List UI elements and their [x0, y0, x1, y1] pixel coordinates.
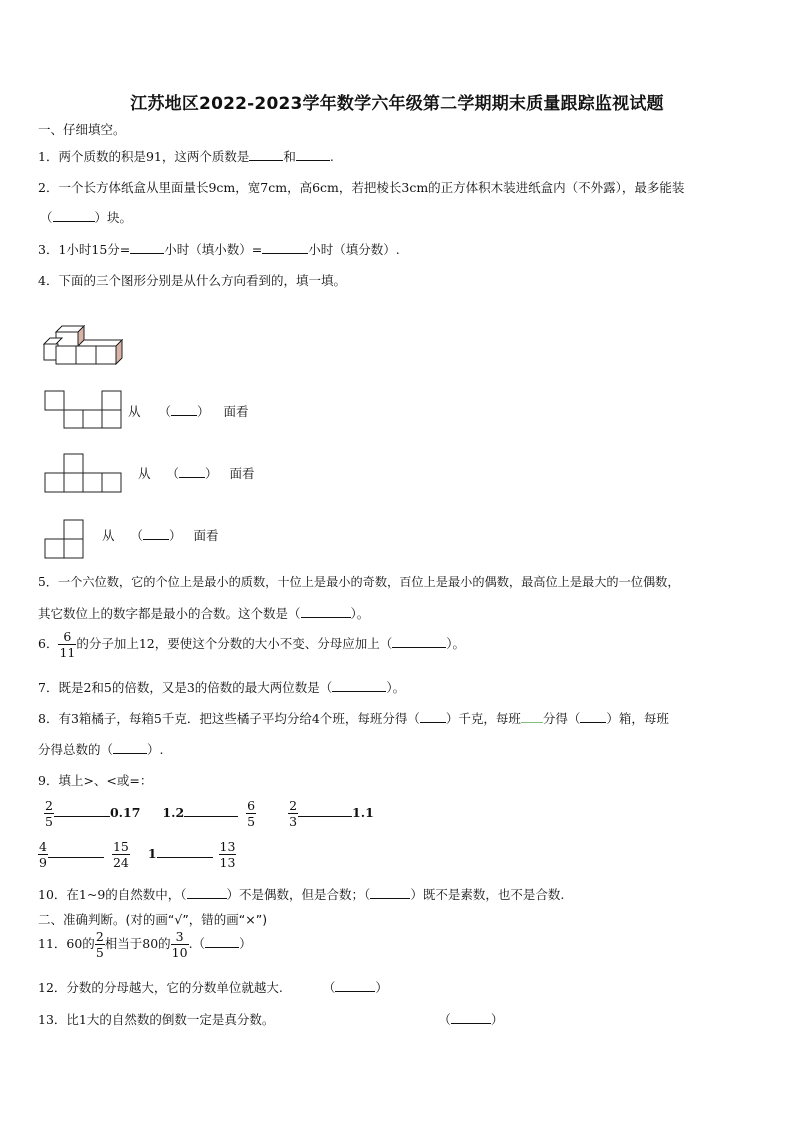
q9-r1c-blank[interactable] — [298, 804, 352, 817]
view-2-label: 从 （ ） 面看 — [138, 466, 255, 481]
q3-part-a: 3．1小时15分= — [38, 242, 131, 257]
cube-solid-figure — [42, 322, 126, 366]
q9-r1a-fraction: $\frac{2}{5}$ — [45, 798, 53, 830]
view-1-blank[interactable] — [171, 403, 197, 416]
question-6: 6． $\frac{6}{11}$ 的分子加上12，要使这个分数的大小不变、分母应加上（ ）。 — [38, 629, 466, 661]
q11-answer-blank[interactable] — [205, 935, 239, 948]
q6-fraction: $\frac{6}{11}$ — [59, 629, 76, 661]
q6-answer-blank[interactable] — [392, 635, 446, 648]
question-5-line2: 其它数位上的数字都是最小的合数。这个数是（ ）。 — [38, 606, 370, 621]
view-2-figure — [44, 453, 124, 495]
q9-r1c-fraction: $\frac{2}{3}$ — [289, 798, 298, 830]
q9-r1b-blank[interactable] — [184, 804, 238, 817]
section-heading-judge: 二、准确判断。(对的画“√”，错的画“×”) — [38, 912, 268, 927]
q9-r2c-blank[interactable] — [157, 845, 213, 858]
q3-part-c: 小时（填分数）. — [308, 242, 400, 257]
question-2-line2 — [40, 208, 132, 226]
q1-end: . — [329, 149, 334, 164]
q10-blank-2[interactable] — [370, 886, 410, 899]
q13-answer-blank[interactable] — [451, 1011, 491, 1024]
section-heading-fill-in: 一、仔细填空。 — [38, 122, 126, 137]
q9-r2a-blank[interactable] — [48, 845, 104, 858]
q7-answer-blank[interactable] — [332, 679, 386, 692]
q1-blank-1[interactable] — [249, 148, 283, 161]
q2-answer-blank[interactable] — [53, 209, 95, 222]
q3-blank-decimal[interactable] — [130, 241, 164, 254]
q8-blank-kg[interactable] — [420, 710, 446, 723]
q11-fraction-1: $\frac{2}{5}$ — [95, 929, 104, 961]
question-9: 9．填上>、<或=： — [38, 773, 153, 788]
question-13: 13．比1大的自然数的倒数一定是真分数。 （ ） — [38, 1012, 504, 1027]
q9-r2a-fraction: $\frac{4}{9}$ — [39, 839, 47, 871]
view-3-blank[interactable] — [143, 527, 169, 540]
q8-blank-greenline — [521, 710, 543, 723]
view-1-figure — [44, 390, 124, 430]
question-3 — [38, 240, 400, 258]
q1-text: 1．两个质数的积是91，这两个质数是 — [38, 149, 250, 164]
question-1 — [38, 147, 334, 165]
view-3-label: 从 （ ） 面看 — [102, 528, 219, 543]
q1-mid: 和 — [283, 149, 296, 164]
q9-r1b-fraction: $\frac{6}{5}$ — [247, 798, 256, 830]
q5-answer-blank[interactable] — [301, 605, 351, 618]
question-10: 10．在1~9的自然数中，（ ）不是偶数，但是合数；（ ）既不是素数，也不是合数. — [38, 887, 565, 902]
view-2-blank[interactable] — [179, 465, 205, 478]
q9-row-2: $\frac{4}{9}$ $\frac{15}{24}$ 1 $\frac{13}{13}$ — [39, 839, 236, 871]
question-7: 7．既是2和5的倍数，又是3的倍数的最大两位数是（ ）。 — [38, 680, 406, 695]
q1-blank-2[interactable] — [296, 148, 330, 161]
question-11: 11．60的 $\frac{2}{5}$ 相当于80的 $\frac{3}{10}$ .（ ） — [38, 929, 252, 961]
q3-part-b: 小时（填小数）= — [164, 242, 263, 257]
question-8-line2: 分得总数的（ ）. — [38, 742, 164, 757]
q12-answer-blank[interactable] — [335, 979, 375, 992]
q9-r2b-fraction: $\frac{15}{24}$ — [112, 839, 129, 871]
q8-blank-fraction[interactable] — [113, 741, 147, 754]
question-2-line1: 2．一个长方体纸盒从里面量长9cm，宽7cm，高6cm，若把棱长3cm的正方体积木装进纸盒内（不外露），最多能装 — [38, 180, 685, 195]
q8-blank-boxes[interactable] — [580, 710, 606, 723]
q9-row-1: $\frac{2}{5}$ 0.17 1.2 $\frac{6}{5}$ $\frac{2}{3}$ 1.1 — [45, 798, 374, 830]
view-3-figure — [44, 519, 86, 561]
question-8-line1: 8．有3箱橘子，每箱5千克．把这些橘子平均分给4个班，每班分得（ ）千克，每班 分得（ ）箱，每班 — [38, 711, 669, 726]
q9-r1a-blank[interactable] — [54, 804, 110, 817]
question-12: 12．分数的分母越大，它的分数单位就越大. （ ） — [38, 980, 388, 995]
q3-blank-fraction[interactable] — [262, 241, 308, 254]
q11-fraction-2: $\frac{3}{10}$ — [171, 929, 188, 961]
q9-r2c-fraction: $\frac{13}{13}$ — [219, 839, 236, 871]
q2-close: ）块。 — [94, 210, 133, 225]
view-1-label: 从 （ ） 面看 — [128, 404, 249, 419]
question-5-line1: 5．一个六位数，它的个位上是最小的质数，十位上是最小的奇数，百位上是最小的偶数，最高位上是最大的一位偶数， — [38, 575, 680, 589]
page-title: 江苏地区2022-2023学年数学六年级第二学期期末质量跟踪监视试题 — [130, 94, 664, 114]
question-4: 4．下面的三个图形分别是从什么方向看到的，填一填。 — [38, 273, 346, 288]
q2-open: （ — [40, 210, 53, 225]
q10-blank-1[interactable] — [187, 886, 227, 899]
